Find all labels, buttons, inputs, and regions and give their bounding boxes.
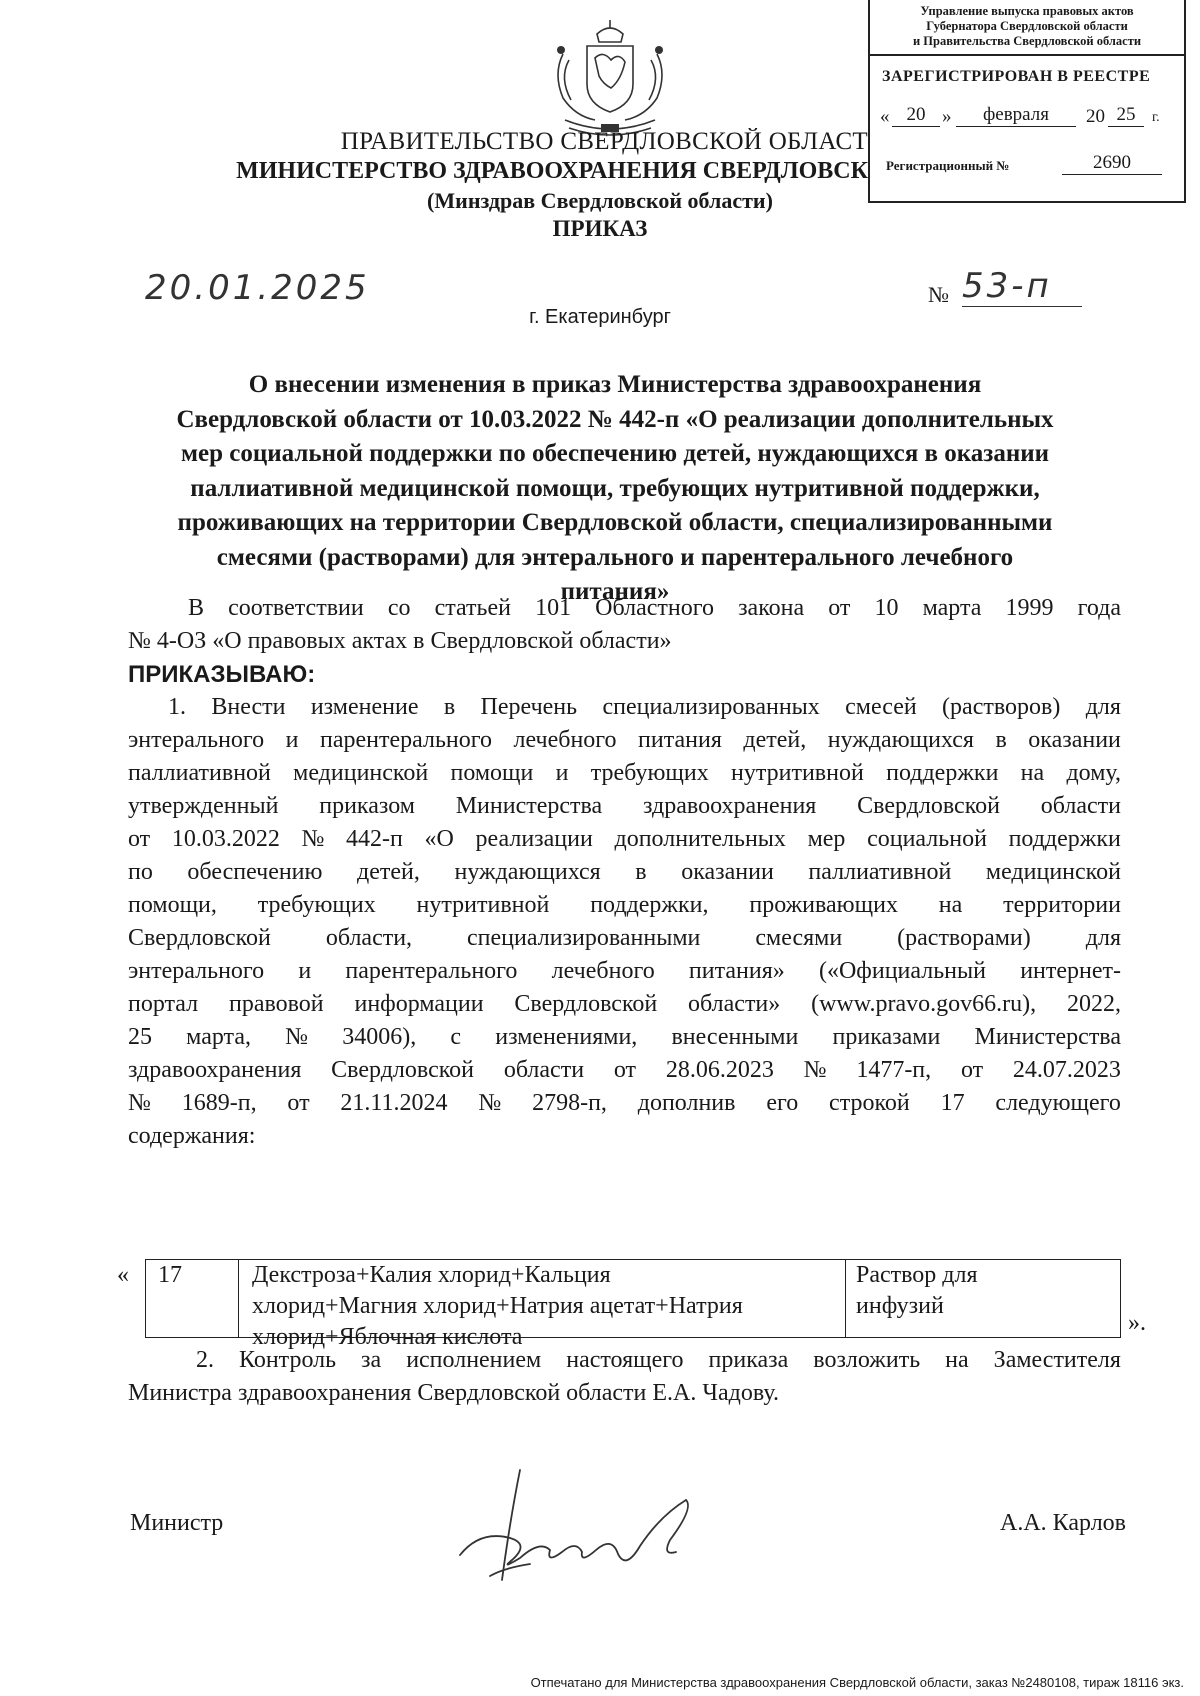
word: мер: [807, 826, 846, 852]
word: 17: [940, 1090, 965, 1116]
word: смесями: [755, 925, 843, 951]
table-close-quote: ».: [1128, 1310, 1146, 1336]
order-number-label: №: [928, 282, 949, 307]
signature: [450, 1460, 750, 1590]
word: Свердловской: [514, 991, 658, 1017]
title-line: О внесении изменения в приказ Министерства здравоохранения: [248, 371, 982, 398]
government-name: ПРАВИТЕЛЬСТВО СВЕРДЛОВСКОЙ ОБЛАСТ: [340, 128, 868, 155]
city: г. Екатеринбург: [529, 306, 671, 328]
form-line: Раствор для: [856, 1262, 978, 1288]
preamble-line: [128, 592, 1121, 625]
item-1-line: [128, 757, 1121, 790]
word: приказом: [319, 793, 415, 819]
title-line: мер социальной поддержки по обеспечению детей, нуждающихся в оказании: [180, 440, 1050, 467]
word: настоящего: [566, 1347, 684, 1373]
stamp-date: [880, 104, 1180, 134]
word: закона: [738, 595, 805, 621]
word: дому,: [1066, 760, 1121, 786]
word: территории: [1003, 892, 1121, 918]
word: дополнительных: [614, 826, 786, 852]
word: области,: [325, 925, 413, 951]
word: по: [128, 859, 153, 885]
order-number: 53-п: [962, 266, 1082, 307]
word: от: [128, 826, 151, 852]
item-2-line: [128, 1344, 1121, 1377]
word: статьей: [434, 595, 511, 621]
word: на: [945, 1347, 969, 1373]
stamp-month: февраля: [956, 104, 1076, 127]
word: Областного: [595, 595, 714, 621]
word: оказании: [1028, 727, 1121, 753]
word: и: [555, 760, 569, 786]
stamp-year-suffix: 25: [1108, 104, 1144, 127]
word: помощи: [450, 760, 534, 786]
item-1-line: [128, 1054, 1121, 1087]
word: исполнением: [406, 1347, 542, 1373]
word: и: [285, 727, 299, 753]
word: («Официальный: [818, 958, 986, 984]
word: Контроль: [239, 1347, 337, 1373]
word: 1477-п,: [856, 1057, 932, 1083]
word: с: [450, 1024, 462, 1050]
word: смесей: [845, 694, 917, 720]
word: на: [938, 892, 963, 918]
row-number: 17: [158, 1262, 182, 1288]
word: в: [995, 727, 1007, 753]
word: здравоохранения: [128, 1057, 302, 1083]
word: Свердловской: [128, 925, 271, 951]
word: проживающих: [749, 892, 898, 918]
word: 2798-п,: [532, 1090, 607, 1116]
item-1: [128, 691, 1121, 1153]
word: парентерального: [319, 727, 492, 753]
word: 24.07.2023: [1012, 1057, 1121, 1083]
word: нуждающихся: [454, 859, 601, 885]
word: утвержденный: [128, 793, 279, 819]
word: №: [128, 1090, 151, 1116]
item-1-line: [128, 790, 1121, 823]
word: для: [1085, 925, 1121, 951]
item-1-line: [128, 724, 1121, 757]
word: питания»: [688, 958, 785, 984]
word: Свердловской: [857, 793, 1000, 819]
word: энтерального: [128, 958, 265, 984]
word: специализированных: [602, 694, 820, 720]
word: парентерального: [345, 958, 518, 984]
title-line: Свердловской области от 10.03.2022 № 442-п «О реализации дополнительных: [176, 405, 1054, 433]
stamp-close-quote: »: [942, 106, 952, 127]
word: паллиативной: [128, 760, 271, 786]
word: №: [803, 1057, 827, 1083]
preamble-line: № 4-ОЗ «О правовых актах в Свердловской области»: [128, 628, 672, 654]
stamp-year-prefix: 20: [1086, 106, 1105, 127]
word: паллиативной: [808, 859, 952, 885]
word: медицинской: [293, 760, 429, 786]
word: лечебного: [513, 727, 617, 753]
word: поддержки: [886, 760, 999, 786]
word: 1999: [1005, 595, 1054, 621]
word: соответствии: [228, 595, 364, 621]
word: 1689-п,: [181, 1090, 257, 1116]
word: здравоохранения: [642, 793, 817, 819]
word: 28.06.2023: [665, 1057, 774, 1083]
word: 1.: [168, 694, 186, 720]
word: информации: [354, 991, 484, 1017]
word: от: [960, 1057, 984, 1083]
word: и: [298, 958, 312, 984]
order-word: ПРИКАЗЫВАЮ:: [128, 661, 316, 688]
title-line: питания»: [560, 578, 670, 605]
word: специализированными: [467, 925, 701, 951]
word: 10.03.2022: [171, 826, 280, 852]
item-1-line: [128, 889, 1121, 922]
stamp-day: 20: [892, 104, 940, 127]
word: детей,: [743, 727, 807, 753]
word: года: [1077, 595, 1121, 621]
word: для: [1085, 694, 1121, 720]
word: внесенными: [671, 1024, 799, 1050]
word: «О: [424, 826, 454, 852]
word: (растворами): [897, 925, 1031, 951]
item-1-line: [128, 988, 1121, 1021]
document-type: ПРИКАЗ: [552, 216, 648, 241]
word: области: [503, 1057, 585, 1083]
word: за: [361, 1347, 382, 1373]
composition-line: хлорид+Магния хлорид+Натрия ацетат+Натрия: [252, 1293, 743, 1319]
item-1-line: [128, 691, 1121, 724]
word: Министерства: [455, 793, 603, 819]
word: портал: [128, 991, 199, 1017]
title-line: смесями (растворами) для энтерального и парентерального лечебного: [216, 543, 1014, 571]
handwritten-signature-icon: [450, 1460, 750, 1590]
word: Заместителя: [993, 1347, 1121, 1373]
document-title: [110, 368, 1120, 610]
stamp-reg-label: Регистрационный №: [886, 158, 1010, 173]
word: социальной: [867, 826, 987, 852]
word: марта: [922, 595, 982, 621]
word: от: [287, 1090, 310, 1116]
order-date: 20.01.2025: [145, 268, 370, 308]
word: обеспечению: [187, 859, 323, 885]
stamp-org-line: и Правительства Свердловской области: [912, 34, 1142, 48]
item-2-line: Министра здравоохранения Свердловской области Е.А. Чадову.: [128, 1380, 779, 1406]
word: нутритивной: [416, 892, 550, 918]
item-1-line: [128, 1021, 1121, 1054]
signer-name: А.А. Карлов: [1000, 1510, 1126, 1536]
item-1-line: [128, 1087, 1121, 1120]
word: 21.11.2024: [340, 1090, 448, 1116]
word: от: [613, 1057, 637, 1083]
stamp-reg-value: 2690: [1062, 152, 1162, 175]
word: возложить: [813, 1347, 921, 1373]
item-1-line: [128, 922, 1121, 955]
word: поддержки,: [590, 892, 709, 918]
title-line: паллиативной медицинской помощи, требующих нутритивной поддержки,: [190, 474, 1040, 502]
word: требующих: [257, 892, 376, 918]
table-cell-form: [846, 1260, 1120, 1337]
word: на: [1020, 760, 1045, 786]
word: 442-п: [346, 826, 403, 852]
preamble: [128, 592, 1121, 691]
word: строкой: [829, 1090, 910, 1116]
word: 34006),: [342, 1024, 417, 1050]
word: области»: [688, 991, 781, 1017]
word: изменение: [310, 694, 419, 720]
word: требующих: [590, 760, 709, 786]
stamp-reg-number: [886, 152, 1176, 182]
word: от: [828, 595, 851, 621]
word: помощи,: [128, 892, 217, 918]
coat-of-arms-icon: [545, 20, 675, 138]
word: №: [478, 1090, 502, 1116]
stamp-org-line: Губернатора Свердловской области: [926, 19, 1128, 33]
word: питания: [638, 727, 722, 753]
item-1-line: содержания:: [128, 1123, 256, 1149]
composition-line: хлорид+Яблочная кислота: [252, 1324, 523, 1350]
signer-role: Министр: [130, 1510, 224, 1536]
item-1-line: [128, 955, 1121, 988]
word: (www.pravo.gov66.ru),: [811, 991, 1037, 1017]
ministry-name: МИНИСТЕРСТВО ЗДРАВООХРАНЕНИЯ СВЕРДЛОВСК: [236, 158, 868, 184]
word: №: [285, 1024, 309, 1050]
stamp-registered-label: ЗАРЕГИСТРИРОВАН В РЕЕСТРЕ: [882, 68, 1151, 85]
word: интернет-: [1020, 958, 1121, 984]
print-footer: Отпечатано для Министерства здравоохранения Свердловской области, заказ №2480108, тираж 18116 экз.: [530, 1675, 1184, 1690]
word: нуждающихся: [827, 727, 974, 753]
item-1-line: [128, 856, 1121, 889]
word: изменениями,: [495, 1024, 638, 1050]
stamp-org-line: Управление выпуска правовых актов: [920, 4, 1134, 18]
word: приказа: [708, 1347, 789, 1373]
word: приказами: [832, 1024, 941, 1050]
word: следующего: [995, 1090, 1121, 1116]
word: 2022,: [1066, 991, 1121, 1017]
word: дополнив: [637, 1090, 736, 1116]
word: нутритивной: [731, 760, 864, 786]
ministry-short-name: (Минздрав Свердловской области): [427, 188, 773, 213]
word: в: [635, 859, 647, 885]
word: 10: [874, 595, 899, 621]
word: энтерального: [128, 727, 265, 753]
table-cell-composition: [239, 1260, 846, 1350]
table-open-quote: «: [117, 1262, 129, 1288]
word: 101: [535, 595, 572, 621]
word: медицинской: [985, 859, 1121, 885]
word: оказании: [681, 859, 774, 885]
word: области: [1040, 793, 1121, 819]
item-2: [128, 1344, 1121, 1410]
word: лечебного: [551, 958, 655, 984]
word: правовой: [228, 991, 324, 1017]
word: Свердловской: [331, 1057, 475, 1083]
stamp-open-quote: «: [880, 106, 890, 127]
table-cell-number: [146, 1260, 239, 1337]
word: со: [387, 595, 411, 621]
word: Министерства: [974, 1024, 1121, 1050]
composition-line: Декстроза+Калия хлорид+Кальция: [252, 1262, 611, 1288]
word: реализации: [475, 826, 593, 852]
list-table: [145, 1259, 1121, 1350]
word: Перечень: [480, 694, 578, 720]
coat-of-arms: [545, 20, 675, 138]
word: (растворов): [942, 694, 1061, 720]
word: детей,: [357, 859, 420, 885]
word: В: [188, 595, 205, 621]
word: его: [766, 1090, 799, 1116]
stamp-organization: [870, 0, 1184, 56]
item-1-line: [128, 823, 1121, 856]
registry-stamp: [868, 0, 1186, 203]
title-line: проживающих на территории Свердловской области, специализированными: [177, 509, 1053, 536]
word: Внести: [211, 694, 286, 720]
word: поддержки: [1008, 826, 1121, 852]
stamp-year-unit: г.: [1152, 110, 1160, 125]
word: 2.: [196, 1347, 214, 1373]
form-line: инфузий: [856, 1293, 944, 1319]
word: №: [301, 826, 325, 852]
word: 25: [128, 1024, 152, 1050]
word: марта,: [186, 1024, 251, 1050]
word: в: [443, 694, 456, 720]
